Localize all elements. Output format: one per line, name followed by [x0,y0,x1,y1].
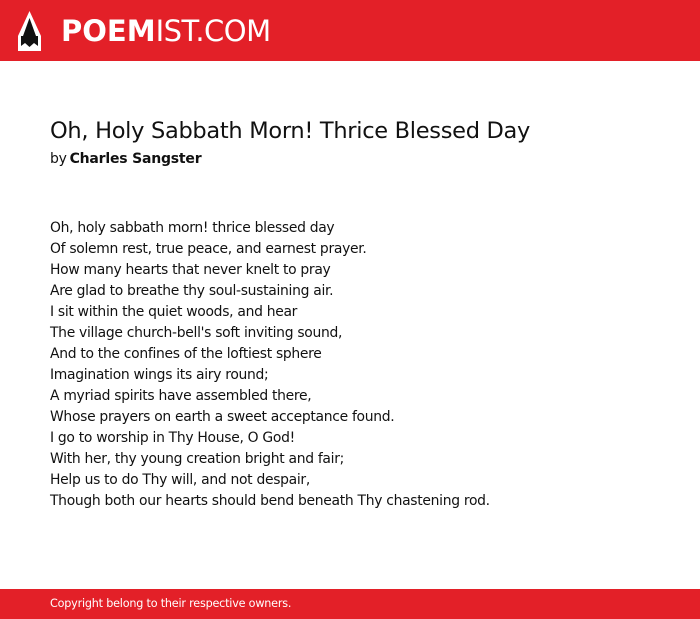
poem-line: Are glad to breathe thy soul-sustaining air. [50,283,334,299]
poem-line: The village church-bell's soft inviting sound, [50,325,343,341]
header-bar [0,0,700,61]
poem-body [50,218,490,512]
poem-line: A myriad spirits have assembled there, [50,388,312,404]
poem-line: And to the confines of the loftiest sphere [50,346,322,362]
site-logo-text [61,10,271,52]
poem-line: Oh, holy sabbath morn! thrice blessed day [50,220,335,236]
author-link[interactable]: Charles Sangster [69,151,202,167]
logo-bold-text: POEM [61,14,156,48]
byline [50,148,201,170]
pencil-tip-icon [17,10,42,52]
poem-title: Oh, Holy Sabbath Morn! Thrice Blessed Day [50,118,531,144]
site-logo-link[interactable] [17,9,271,53]
poem-line: How many hearts that never knelt to pray [50,262,331,278]
poem-line: Though both our hearts should bend beneath Thy chastening rod. [50,493,490,509]
poem-line: Whose prayers on earth a sweet acceptance found. [50,409,395,425]
poem-line: I go to worship in Thy House, O God! [50,430,295,446]
poem-line: I sit within the quiet woods, and hear [50,304,298,320]
poem-line: Help us to do Thy will, and not despair, [50,472,310,488]
poem-line: Imagination wings its airy round; [50,367,269,383]
logo-light-text: IST.COM [155,14,271,48]
poem-line: With her, thy young creation bright and fair; [50,451,344,467]
poem-line: Of solemn rest, true peace, and earnest prayer. [50,241,367,257]
copyright-notice: Copyright belong to their respective owners. [50,597,292,610]
footer-bar [0,589,700,619]
by-label: by [50,151,67,167]
